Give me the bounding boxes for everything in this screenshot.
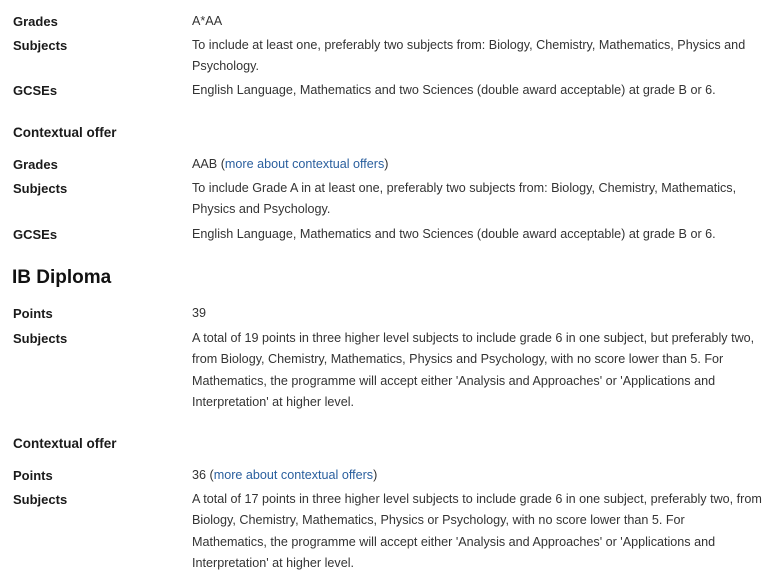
contextual-grades-value: AAB (more about contextual offers) — [192, 157, 389, 171]
grades-value: A*AA — [192, 14, 223, 28]
ib-contextual-points-value: 36 (more about contextual offers) — [192, 468, 378, 482]
gcses-label: GCSEs — [13, 83, 58, 98]
ib-contextual-points-label: Points — [13, 468, 53, 483]
contextual-subjects-value: To include Grade A in at least one, preferably two subjects from: Biology, Chemistry, Mathematics, Physics and Psychology. — [192, 181, 737, 217]
ib-contextual-subjects-label: Subjects — [13, 492, 68, 507]
contextual-gcses-label: GCSEs — [13, 227, 58, 242]
contextual-subjects-label: Subjects — [13, 181, 68, 196]
gcses-value: English Language, Mathematics and two Sciences (double award acceptable) at grade B or 6. — [192, 83, 716, 97]
contextual-offer-heading: Contextual offer — [13, 125, 117, 140]
ib-contextual-offer-heading: Contextual offer — [13, 436, 117, 451]
ib-contextual-offers-link[interactable]: more about contextual offers — [213, 468, 374, 482]
subjects-value: To include at least one, preferably two subjects from: Biology, Chemistry, Mathematics, Physics and Psychology. — [192, 38, 746, 74]
ib-contextual-subjects-value: A total of 17 points in three higher level subjects to include grade 6 in one subject, preferably two, from Biology, Chemistry, Mathematics, Physics or Psychology, with no score lower than 5. For Mathematics, the programme will accept either 'Analysis and Approaches' or 'Applications and Interpretation' at higher level. — [192, 492, 762, 570]
ib-subjects-label: Subjects — [13, 331, 68, 346]
contextual-grades-label: Grades — [13, 157, 58, 172]
ib-diploma-heading: IB Diploma — [12, 267, 112, 288]
ib-points-label: Points — [13, 306, 53, 321]
ib-contextual-points-text: 36 — [192, 468, 207, 482]
contextual-gcses-value: English Language, Mathematics and two Sciences (double award acceptable) at grade B or 6. — [192, 227, 716, 241]
ib-points-value: 39 — [192, 306, 207, 320]
contextual-grades-text: AAB — [192, 157, 218, 171]
ib-subjects-value: A total of 19 points in three higher level subjects to include grade 6 in one subject, but preferably two, from Biology, Chemistry, Mathematics, Physics and Psychology, with no score lower than 5. For Mathematics, the programme will accept either 'Analysis and Approaches' or 'Applications and Interpretation' at higher level. — [192, 331, 755, 409]
subjects-label: Subjects — [13, 38, 68, 53]
contextual-offers-link[interactable]: more about contextual offers — [224, 157, 385, 171]
grades-label: Grades — [13, 14, 58, 29]
